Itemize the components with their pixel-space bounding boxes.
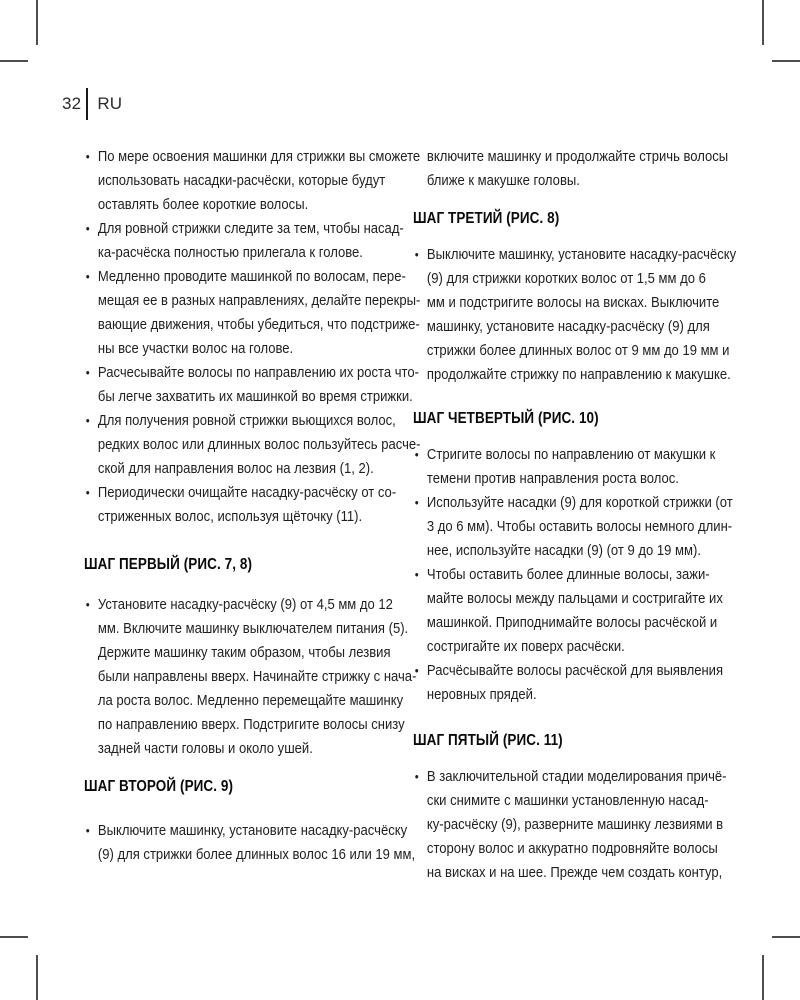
language-code: RU [97,94,123,113]
list-item: • Для ровной стрижки следите за тем, чтобы насад- ка-расчёска полностью прилегала к голове. [84,217,449,265]
list-item: • Выключите машинку, установите насадку-расчёску (9) для стрижки более длинных волос 16 или 19 мм, [84,819,449,867]
crop-mark-bottom-left-horizontal [0,936,28,938]
list-item: • Медленно проводите машинкой по волосам, пере- мещая ее в разных направлениях, делайте перекры- вающие движения, чтобы убедиться, что подстриже- ны все участки волос на голове. [84,265,449,361]
page-number: 32 [62,94,82,113]
list-item: • Выключите машинку, установите насадку-расчёску (9) для стрижки коротких волос от 1,5 мм до 6 мм и подстригите волосы на висках. Выключите машинку, установите насадку-расчёску (9) для стрижки более длинных волос от 9 мм до 19 мм и продолжайте стрижку по направлению к макушке. [413,243,778,387]
crop-mark-top-right-vertical [762,0,764,45]
crop-mark-bottom-right-vertical [762,955,764,1000]
step-five-list [413,765,778,885]
crop-mark-top-left-vertical [36,0,38,45]
right-column [413,145,743,885]
left-column [84,145,421,867]
crop-mark-top-right-horizontal [772,60,800,62]
step-one-list [84,593,449,761]
list-item: • По мере освоения машинки для стрижки вы сможете использовать насадки-расчёски, которые будут оставлять более короткие волосы. [84,145,449,217]
list-item: • Установите насадку-расчёску (9) от 4,5 мм до 12 мм. Включите машинку выключателем питания (5). Держите машинку таким образом, чтобы лезвия были направлены вверх. Начинайте стрижку с нача- ла роста волос. Медленно перемещайте машинку по направлению вверх. Подстригите волосы снизу задней части головы и около ушей. [84,593,449,761]
section-heading-step-five: ШАГ ПЯТЫЙ (РИС. 11) [413,732,563,749]
section-heading-step-one: ШАГ ПЕРВЫЙ (РИС. 7, 8) [84,556,253,573]
crop-mark-bottom-right-horizontal [772,936,800,938]
section-heading-step-two: ШАГ ВТОРОЙ (РИС. 9) [84,778,234,795]
crop-mark-top-left-horizontal [0,60,28,62]
list-item: • Расчесывайте волосы по направлению их роста что- бы легче захватить их машинкой во время стрижки. [84,361,449,409]
crop-mark-bottom-left-vertical [36,955,38,1000]
section-heading-step-four: ШАГ ЧЕТВЕРТЫЙ (РИС. 10) [413,410,599,427]
step-two-list [84,819,449,867]
list-item: • Стригите волосы по направлению от макушки к темени против направления роста волос. [413,443,778,491]
step-four-list [413,443,778,707]
list-item: • В заключительной стадии моделирования причё- ски снимите с машинки установленную насад- ку-расчёску (9), разверните машинку лезвиями в сторону волос и аккуратно подровняйте волосы на висках и на шее. Прежде чем создать контур, [413,765,778,885]
list-item: • Чтобы оставить более длинные волосы, зажи- майте волосы между пальцами и состригайте их машинкой. Приподнимайте волосы расчёской и состригайте их поверх расчёски. [413,563,778,659]
list-item: • Для получения ровной стрижки вьющихся волос, редких волос или длинных волос пользуйтесь расче- ской для направления волос на лезвия (1, 2). [84,409,449,481]
continuation-text: включите машинку и продолжайте стричь волосы ближе к макушке головы. [426,148,729,189]
header-divider [86,88,88,120]
list-item: • Периодически очищайте насадку-расчёску от со- стриженных волос, используя щёточку (11). [84,481,449,529]
list-item: • Расчёсывайте волосы расчёской для выявления неровных прядей. [413,659,778,707]
list-item: • Используйте насадки (9) для короткой стрижки (от 3 до 6 мм). Чтобы оставить волосы немного длин- нее, используйте насадки (9) (от 9 до 19 мм). [413,491,778,563]
step-three-list [413,243,778,387]
tips-list [84,145,449,529]
section-heading-step-three: ШАГ ТРЕТИЙ (РИС. 8) [413,210,560,227]
page-header [62,88,122,120]
